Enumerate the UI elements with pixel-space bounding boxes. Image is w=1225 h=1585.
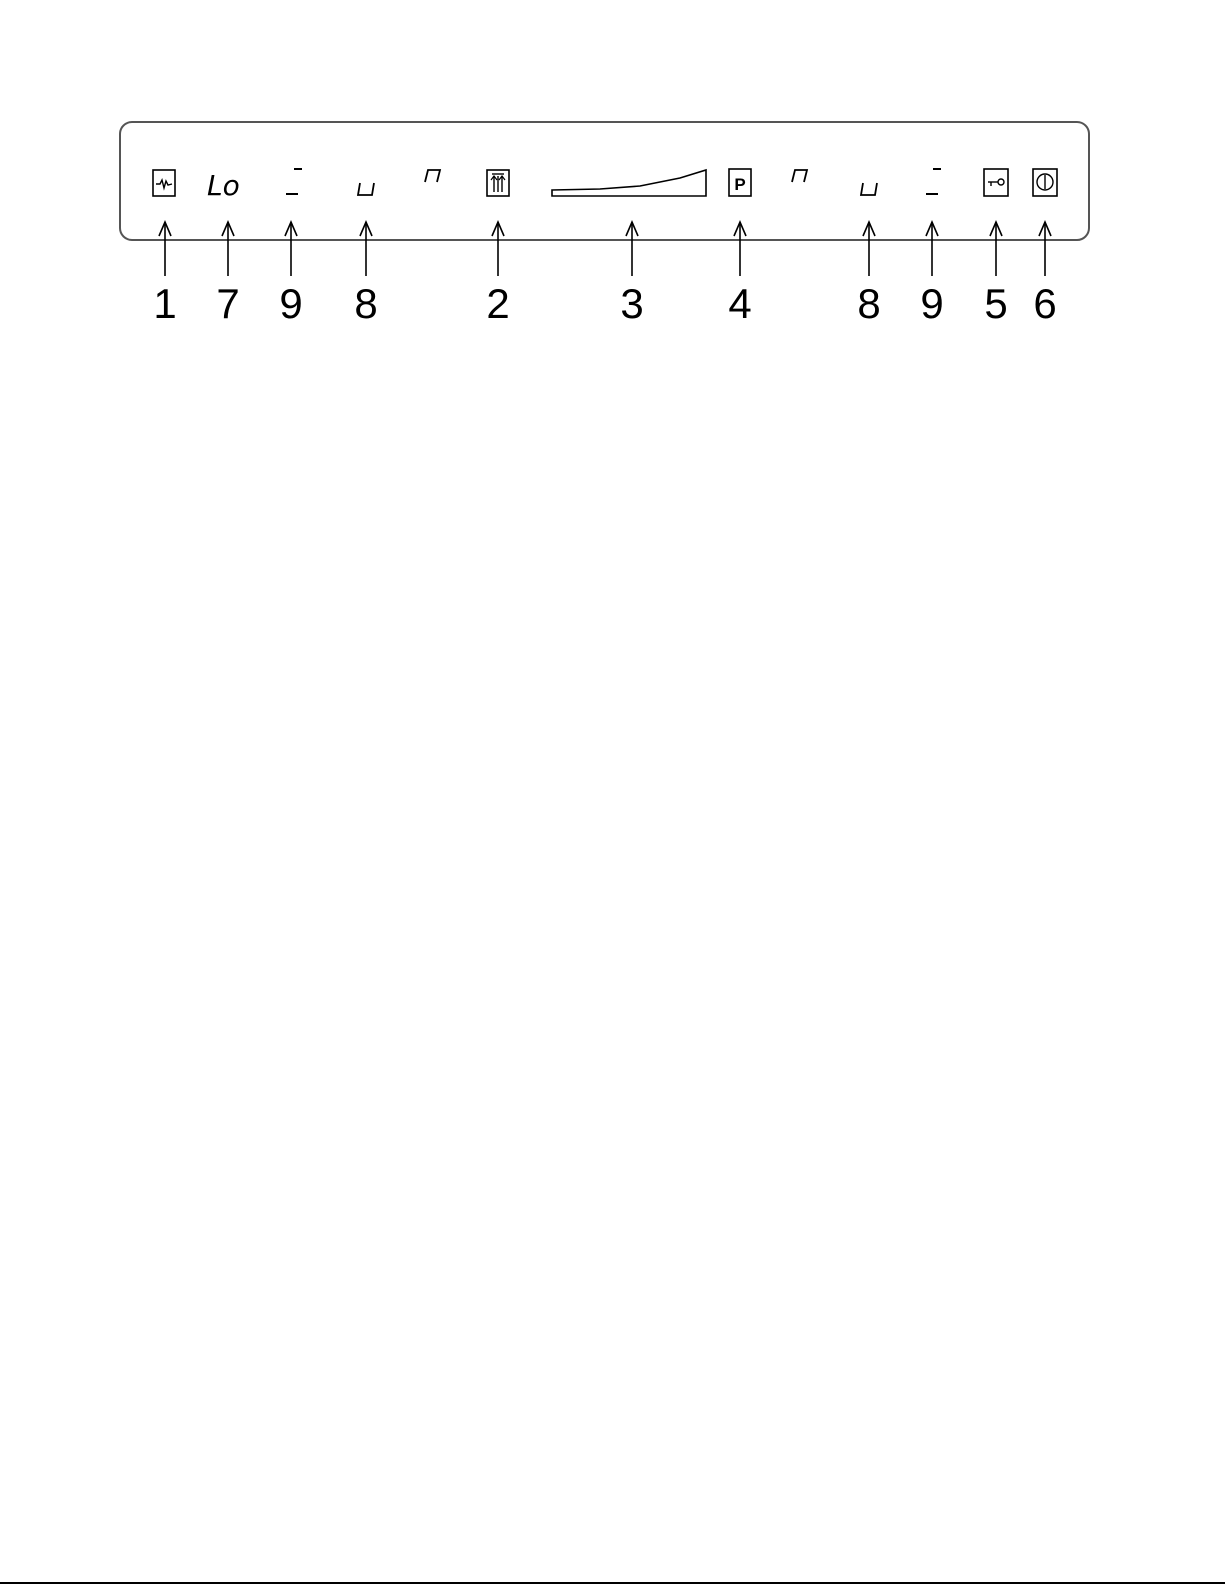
callout-number: 3 (620, 280, 644, 327)
callout-arrow (222, 222, 234, 276)
bridge-zones-icon[interactable] (487, 170, 509, 196)
page-bottom-rule (0, 1582, 1225, 1584)
power-icon[interactable] (1033, 169, 1057, 196)
callout-arrow (1039, 222, 1051, 276)
callout-arrow (990, 222, 1002, 276)
program-button-label: P (734, 175, 746, 194)
right-n-segment (792, 170, 807, 182)
right-segment-indicator (926, 169, 941, 194)
key-icon[interactable] (984, 169, 1008, 196)
left-segment-indicator (286, 169, 302, 194)
control-panel (120, 122, 1089, 240)
callout-arrow (159, 222, 171, 276)
callout-arrow (734, 222, 746, 276)
callout-number: 9 (279, 280, 303, 327)
callout-number: 8 (857, 280, 881, 327)
callout-arrow (285, 222, 297, 276)
callout-arrow (926, 222, 938, 276)
callout-number: 2 (486, 280, 510, 327)
callout-arrow (863, 222, 875, 276)
callout-number: 7 (216, 280, 240, 327)
callout-arrow (492, 222, 504, 276)
callout-number: 1 (153, 280, 177, 327)
callout-arrow (360, 222, 372, 276)
power-slider[interactable] (552, 170, 706, 196)
left-u-segment (358, 183, 374, 195)
left-n-segment (425, 170, 440, 182)
callout-number: 9 (920, 280, 944, 327)
callout-number: 8 (354, 280, 378, 327)
right-u-segment (861, 183, 877, 195)
program-button[interactable] (729, 169, 751, 196)
callout-number: 6 (1033, 280, 1057, 327)
callout-arrow (626, 222, 638, 276)
display-left: Lo (207, 169, 240, 202)
callout-number: 5 (984, 280, 1008, 327)
waveform-icon[interactable] (153, 170, 175, 196)
callout-group (153, 222, 1056, 327)
callout-number: 4 (728, 280, 752, 327)
